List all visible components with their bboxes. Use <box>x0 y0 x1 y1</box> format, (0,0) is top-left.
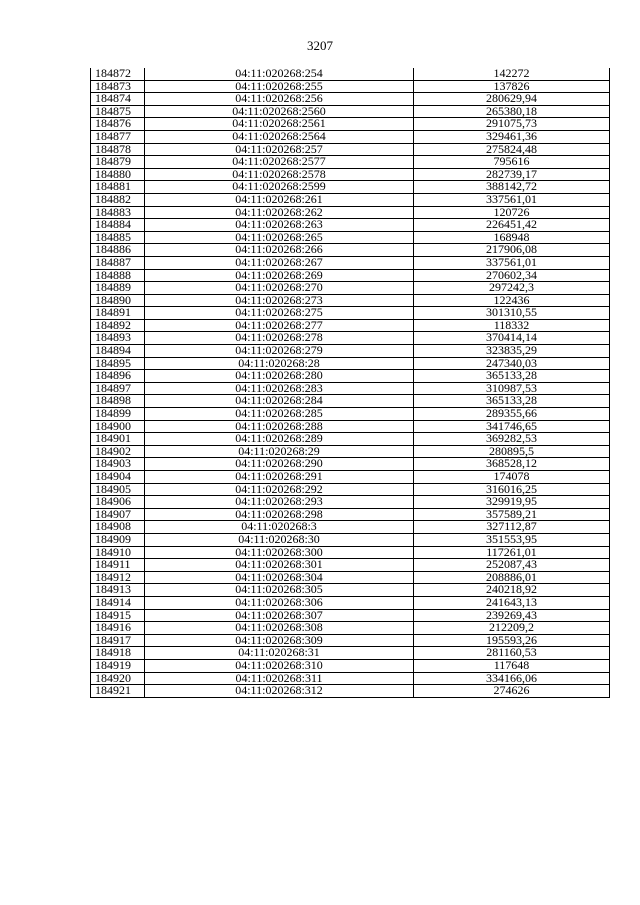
row-number-cell: 184901 <box>91 433 145 446</box>
value-cell: 370414,14 <box>414 332 610 345</box>
cadastral-number-cell: 04:11:020268:266 <box>145 244 414 257</box>
cadastral-number-cell: 04:11:020268:298 <box>145 508 414 521</box>
cadastral-number-cell: 04:11:020268:255 <box>145 80 414 93</box>
cadastral-number-cell: 04:11:020268:2578 <box>145 168 414 181</box>
table-row <box>91 130 610 143</box>
table-row <box>91 118 610 131</box>
row-number-cell: 184898 <box>91 395 145 408</box>
value-cell: 122436 <box>414 294 610 307</box>
cadastral-number-cell: 04:11:020268:261 <box>145 193 414 206</box>
table-row <box>91 559 610 572</box>
value-cell: 329919,95 <box>414 496 610 509</box>
cadastral-number-cell: 04:11:020268:2560 <box>145 105 414 118</box>
cadastral-number-cell: 04:11:020268:280 <box>145 370 414 383</box>
row-number-cell: 184913 <box>91 584 145 597</box>
row-number-cell: 184910 <box>91 546 145 559</box>
value-cell: 117261,01 <box>414 546 610 559</box>
cadastral-number-cell: 04:11:020268:29 <box>145 445 414 458</box>
table-row <box>91 672 610 685</box>
value-cell: 337561,01 <box>414 193 610 206</box>
value-cell: 291075,73 <box>414 118 610 131</box>
value-cell: 195593,26 <box>414 634 610 647</box>
value-cell: 275824,48 <box>414 143 610 156</box>
value-cell: 226451,42 <box>414 219 610 232</box>
table-row <box>91 181 610 194</box>
cadastral-number-cell: 04:11:020268:3 <box>145 521 414 534</box>
row-number-cell: 184873 <box>91 80 145 93</box>
row-number-cell: 184876 <box>91 118 145 131</box>
table-row <box>91 382 610 395</box>
table-row <box>91 609 610 622</box>
value-cell: 365133,28 <box>414 395 610 408</box>
row-number-cell: 184915 <box>91 609 145 622</box>
value-cell: 241643,13 <box>414 596 610 609</box>
cadastral-number-cell: 04:11:020268:269 <box>145 269 414 282</box>
page-number: 3207 <box>307 38 333 53</box>
value-cell: 316016,25 <box>414 483 610 496</box>
row-number-cell: 184896 <box>91 370 145 383</box>
cadastral-number-cell: 04:11:020268:289 <box>145 433 414 446</box>
table-row <box>91 370 610 383</box>
table-row <box>91 244 610 257</box>
row-number-cell: 184872 <box>91 68 145 80</box>
table-row <box>91 206 610 219</box>
row-number-cell: 184879 <box>91 156 145 169</box>
table-row <box>91 105 610 118</box>
value-cell: 351553,95 <box>414 533 610 546</box>
value-cell: 217906,08 <box>414 244 610 257</box>
table-row <box>91 345 610 358</box>
cadastral-number-cell: 04:11:020268:273 <box>145 294 414 307</box>
table-row <box>91 193 610 206</box>
table-row <box>91 508 610 521</box>
cadastral-number-cell: 04:11:020268:254 <box>145 68 414 80</box>
value-cell: 265380,18 <box>414 105 610 118</box>
cadastral-number-cell: 04:11:020268:285 <box>145 408 414 421</box>
table-row <box>91 319 610 332</box>
row-number-cell: 184894 <box>91 345 145 358</box>
table-row <box>91 282 610 295</box>
row-number-cell: 184918 <box>91 647 145 660</box>
row-number-cell: 184884 <box>91 219 145 232</box>
value-cell: 357589,21 <box>414 508 610 521</box>
table-row <box>91 156 610 169</box>
row-number-cell: 184889 <box>91 282 145 295</box>
cadastral-number-cell: 04:11:020268:2561 <box>145 118 414 131</box>
row-number-cell: 184905 <box>91 483 145 496</box>
row-number-cell: 184903 <box>91 458 145 471</box>
cadastral-number-cell: 04:11:020268:275 <box>145 307 414 320</box>
cadastral-number-cell: 04:11:020268:305 <box>145 584 414 597</box>
table-row <box>91 408 610 421</box>
value-cell: 310987,53 <box>414 382 610 395</box>
value-cell: 301310,55 <box>414 307 610 320</box>
row-number-cell: 184881 <box>91 181 145 194</box>
row-number-cell: 184878 <box>91 143 145 156</box>
value-cell: 282739,17 <box>414 168 610 181</box>
value-cell: 329461,36 <box>414 130 610 143</box>
value-cell: 280629,94 <box>414 93 610 106</box>
table-row <box>91 294 610 307</box>
row-number-cell: 184885 <box>91 231 145 244</box>
value-cell: 795616 <box>414 156 610 169</box>
table-row <box>91 571 610 584</box>
table-row <box>91 93 610 106</box>
value-cell: 239269,43 <box>414 609 610 622</box>
cadastral-number-cell: 04:11:020268:311 <box>145 672 414 685</box>
value-cell: 142272 <box>414 68 610 80</box>
value-cell: 118332 <box>414 319 610 332</box>
table-row <box>91 521 610 534</box>
cadastral-number-cell: 04:11:020268:291 <box>145 471 414 484</box>
value-cell: 174078 <box>414 471 610 484</box>
table-row <box>91 395 610 408</box>
row-number-cell: 184892 <box>91 319 145 332</box>
table-row <box>91 445 610 458</box>
table-row <box>91 685 610 698</box>
table-row <box>91 471 610 484</box>
cadastral-number-cell: 04:11:020268:30 <box>145 533 414 546</box>
row-number-cell: 184900 <box>91 420 145 433</box>
value-cell: 327112,87 <box>414 521 610 534</box>
cadastral-number-cell: 04:11:020268:256 <box>145 93 414 106</box>
value-cell: 341746,65 <box>414 420 610 433</box>
cadastral-number-cell: 04:11:020268:307 <box>145 609 414 622</box>
table-row <box>91 68 610 80</box>
value-cell: 281160,53 <box>414 647 610 660</box>
row-number-cell: 184908 <box>91 521 145 534</box>
cadastral-number-cell: 04:11:020268:288 <box>145 420 414 433</box>
table-row <box>91 420 610 433</box>
value-cell: 369282,53 <box>414 433 610 446</box>
row-number-cell: 184877 <box>91 130 145 143</box>
row-number-cell: 184875 <box>91 105 145 118</box>
cadastral-number-cell: 04:11:020268:312 <box>145 685 414 698</box>
cadastral-number-cell: 04:11:020268:310 <box>145 659 414 672</box>
cadastral-number-cell: 04:11:020268:279 <box>145 345 414 358</box>
row-number-cell: 184882 <box>91 193 145 206</box>
value-cell: 274626 <box>414 685 610 698</box>
value-cell: 297242,3 <box>414 282 610 295</box>
row-number-cell: 184886 <box>91 244 145 257</box>
table-row <box>91 219 610 232</box>
value-cell: 247340,03 <box>414 357 610 370</box>
value-cell: 120726 <box>414 206 610 219</box>
value-cell: 240218,92 <box>414 584 610 597</box>
value-cell: 117648 <box>414 659 610 672</box>
table-row <box>91 622 610 635</box>
cadastral-number-cell: 04:11:020268:292 <box>145 483 414 496</box>
table-row <box>91 584 610 597</box>
value-cell: 212209,2 <box>414 622 610 635</box>
table-row <box>91 231 610 244</box>
table-row <box>91 332 610 345</box>
cadastral-number-cell: 04:11:020268:283 <box>145 382 414 395</box>
row-number-cell: 184911 <box>91 559 145 572</box>
cadastral-number-cell: 04:11:020268:301 <box>145 559 414 572</box>
row-number-cell: 184920 <box>91 672 145 685</box>
row-number-cell: 184902 <box>91 445 145 458</box>
table-row <box>91 496 610 509</box>
row-number-cell: 184888 <box>91 269 145 282</box>
cadastral-number-cell: 04:11:020268:267 <box>145 256 414 269</box>
cadastral-number-cell: 04:11:020268:2564 <box>145 130 414 143</box>
value-cell: 337561,01 <box>414 256 610 269</box>
table-row <box>91 659 610 672</box>
row-number-cell: 184909 <box>91 533 145 546</box>
value-cell: 137826 <box>414 80 610 93</box>
cadastral-number-cell: 04:11:020268:308 <box>145 622 414 635</box>
row-number-cell: 184907 <box>91 508 145 521</box>
row-number-cell: 184917 <box>91 634 145 647</box>
row-number-cell: 184899 <box>91 408 145 421</box>
value-cell: 334166,06 <box>414 672 610 685</box>
table-row <box>91 647 610 660</box>
cadastral-number-cell: 04:11:020268:306 <box>145 596 414 609</box>
cadastral-number-cell: 04:11:020268:31 <box>145 647 414 660</box>
row-number-cell: 184880 <box>91 168 145 181</box>
table-row <box>91 357 610 370</box>
row-number-cell: 184921 <box>91 685 145 698</box>
value-cell: 388142,72 <box>414 181 610 194</box>
cadastral-number-cell: 04:11:020268:28 <box>145 357 414 370</box>
row-number-cell: 184874 <box>91 93 145 106</box>
row-number-cell: 184912 <box>91 571 145 584</box>
row-number-cell: 184904 <box>91 471 145 484</box>
registry-table-body <box>91 68 610 697</box>
row-number-cell: 184914 <box>91 596 145 609</box>
table-row <box>91 596 610 609</box>
table-row <box>91 256 610 269</box>
row-number-cell: 184916 <box>91 622 145 635</box>
row-number-cell: 184895 <box>91 357 145 370</box>
cadastral-number-cell: 04:11:020268:270 <box>145 282 414 295</box>
table-row <box>91 269 610 282</box>
cadastral-number-cell: 04:11:020268:284 <box>145 395 414 408</box>
table-row <box>91 307 610 320</box>
row-number-cell: 184893 <box>91 332 145 345</box>
table-row <box>91 433 610 446</box>
value-cell: 208886,01 <box>414 571 610 584</box>
cadastral-number-cell: 04:11:020268:304 <box>145 571 414 584</box>
cadastral-number-cell: 04:11:020268:2577 <box>145 156 414 169</box>
row-number-cell: 184906 <box>91 496 145 509</box>
value-cell: 168948 <box>414 231 610 244</box>
table-row <box>91 483 610 496</box>
cadastral-number-cell: 04:11:020268:2599 <box>145 181 414 194</box>
row-number-cell: 184887 <box>91 256 145 269</box>
table-row <box>91 458 610 471</box>
value-cell: 252087,43 <box>414 559 610 572</box>
row-number-cell: 184919 <box>91 659 145 672</box>
table-row <box>91 168 610 181</box>
row-number-cell: 184897 <box>91 382 145 395</box>
table-row <box>91 533 610 546</box>
cadastral-number-cell: 04:11:020268:265 <box>145 231 414 244</box>
cadastral-number-cell: 04:11:020268:278 <box>145 332 414 345</box>
value-cell: 365133,28 <box>414 370 610 383</box>
table-row <box>91 143 610 156</box>
table-row <box>91 80 610 93</box>
cadastral-number-cell: 04:11:020268:293 <box>145 496 414 509</box>
registry-table <box>90 68 610 698</box>
cadastral-number-cell: 04:11:020268:277 <box>145 319 414 332</box>
cadastral-number-cell: 04:11:020268:309 <box>145 634 414 647</box>
cadastral-number-cell: 04:11:020268:300 <box>145 546 414 559</box>
table-row <box>91 634 610 647</box>
value-cell: 270602,34 <box>414 269 610 282</box>
row-number-cell: 184891 <box>91 307 145 320</box>
row-number-cell: 184890 <box>91 294 145 307</box>
value-cell: 323835,29 <box>414 345 610 358</box>
table-row <box>91 546 610 559</box>
value-cell: 280895,5 <box>414 445 610 458</box>
cadastral-number-cell: 04:11:020268:262 <box>145 206 414 219</box>
cadastral-number-cell: 04:11:020268:290 <box>145 458 414 471</box>
cadastral-number-cell: 04:11:020268:257 <box>145 143 414 156</box>
row-number-cell: 184883 <box>91 206 145 219</box>
value-cell: 289355,66 <box>414 408 610 421</box>
cadastral-number-cell: 04:11:020268:263 <box>145 219 414 232</box>
value-cell: 368528,12 <box>414 458 610 471</box>
